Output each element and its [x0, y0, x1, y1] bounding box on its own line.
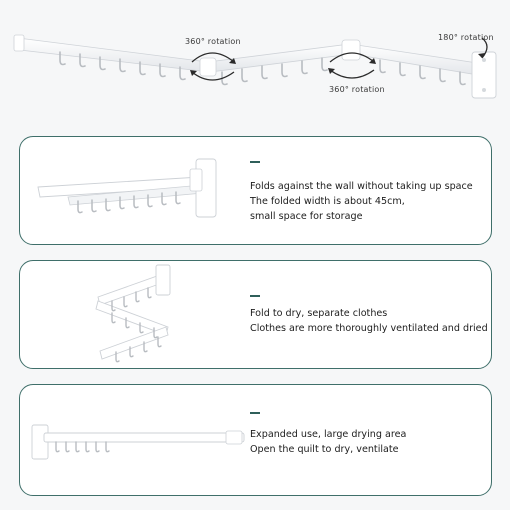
folded-rack-image	[20, 137, 250, 245]
feature-line: The folded width is about 45cm,	[250, 196, 405, 207]
accent-dash	[250, 161, 260, 163]
feature-line: Clothes are more thoroughly ventilated and dried	[250, 323, 488, 334]
rack-arm-right	[350, 44, 484, 76]
rotation-joint	[342, 40, 360, 60]
feature-text	[250, 427, 406, 457]
feature-card-zigzag	[19, 260, 492, 369]
feature-line: Folds against the wall without taking up space	[250, 181, 473, 192]
rack-arm-left	[18, 38, 210, 72]
expanded-rack-image	[20, 385, 250, 496]
hero-product-image	[0, 0, 510, 125]
feature-card-folded	[19, 136, 492, 245]
feature-text	[250, 179, 473, 224]
rotation-label-left: 360° rotation	[185, 37, 241, 46]
arm-end-cap	[14, 35, 24, 51]
feature-text	[250, 306, 488, 336]
rotation-label-right: 180° rotation	[438, 33, 494, 42]
feature-line: Expanded use, large drying area	[250, 429, 407, 440]
feature-line: small space for storage	[250, 211, 363, 222]
feature-line: Fold to dry, separate clothes	[250, 308, 388, 319]
accent-dash	[250, 295, 260, 297]
rotation-label-middle: 360° rotation	[329, 85, 385, 94]
feature-line: Open the quilt to dry, ventilate	[250, 444, 399, 455]
feature-card-expanded	[19, 384, 492, 496]
zigzag-rack-image	[20, 261, 250, 369]
accent-dash	[250, 412, 260, 414]
rotation-joint	[200, 58, 216, 76]
folding-rack-illustration	[0, 0, 510, 125]
